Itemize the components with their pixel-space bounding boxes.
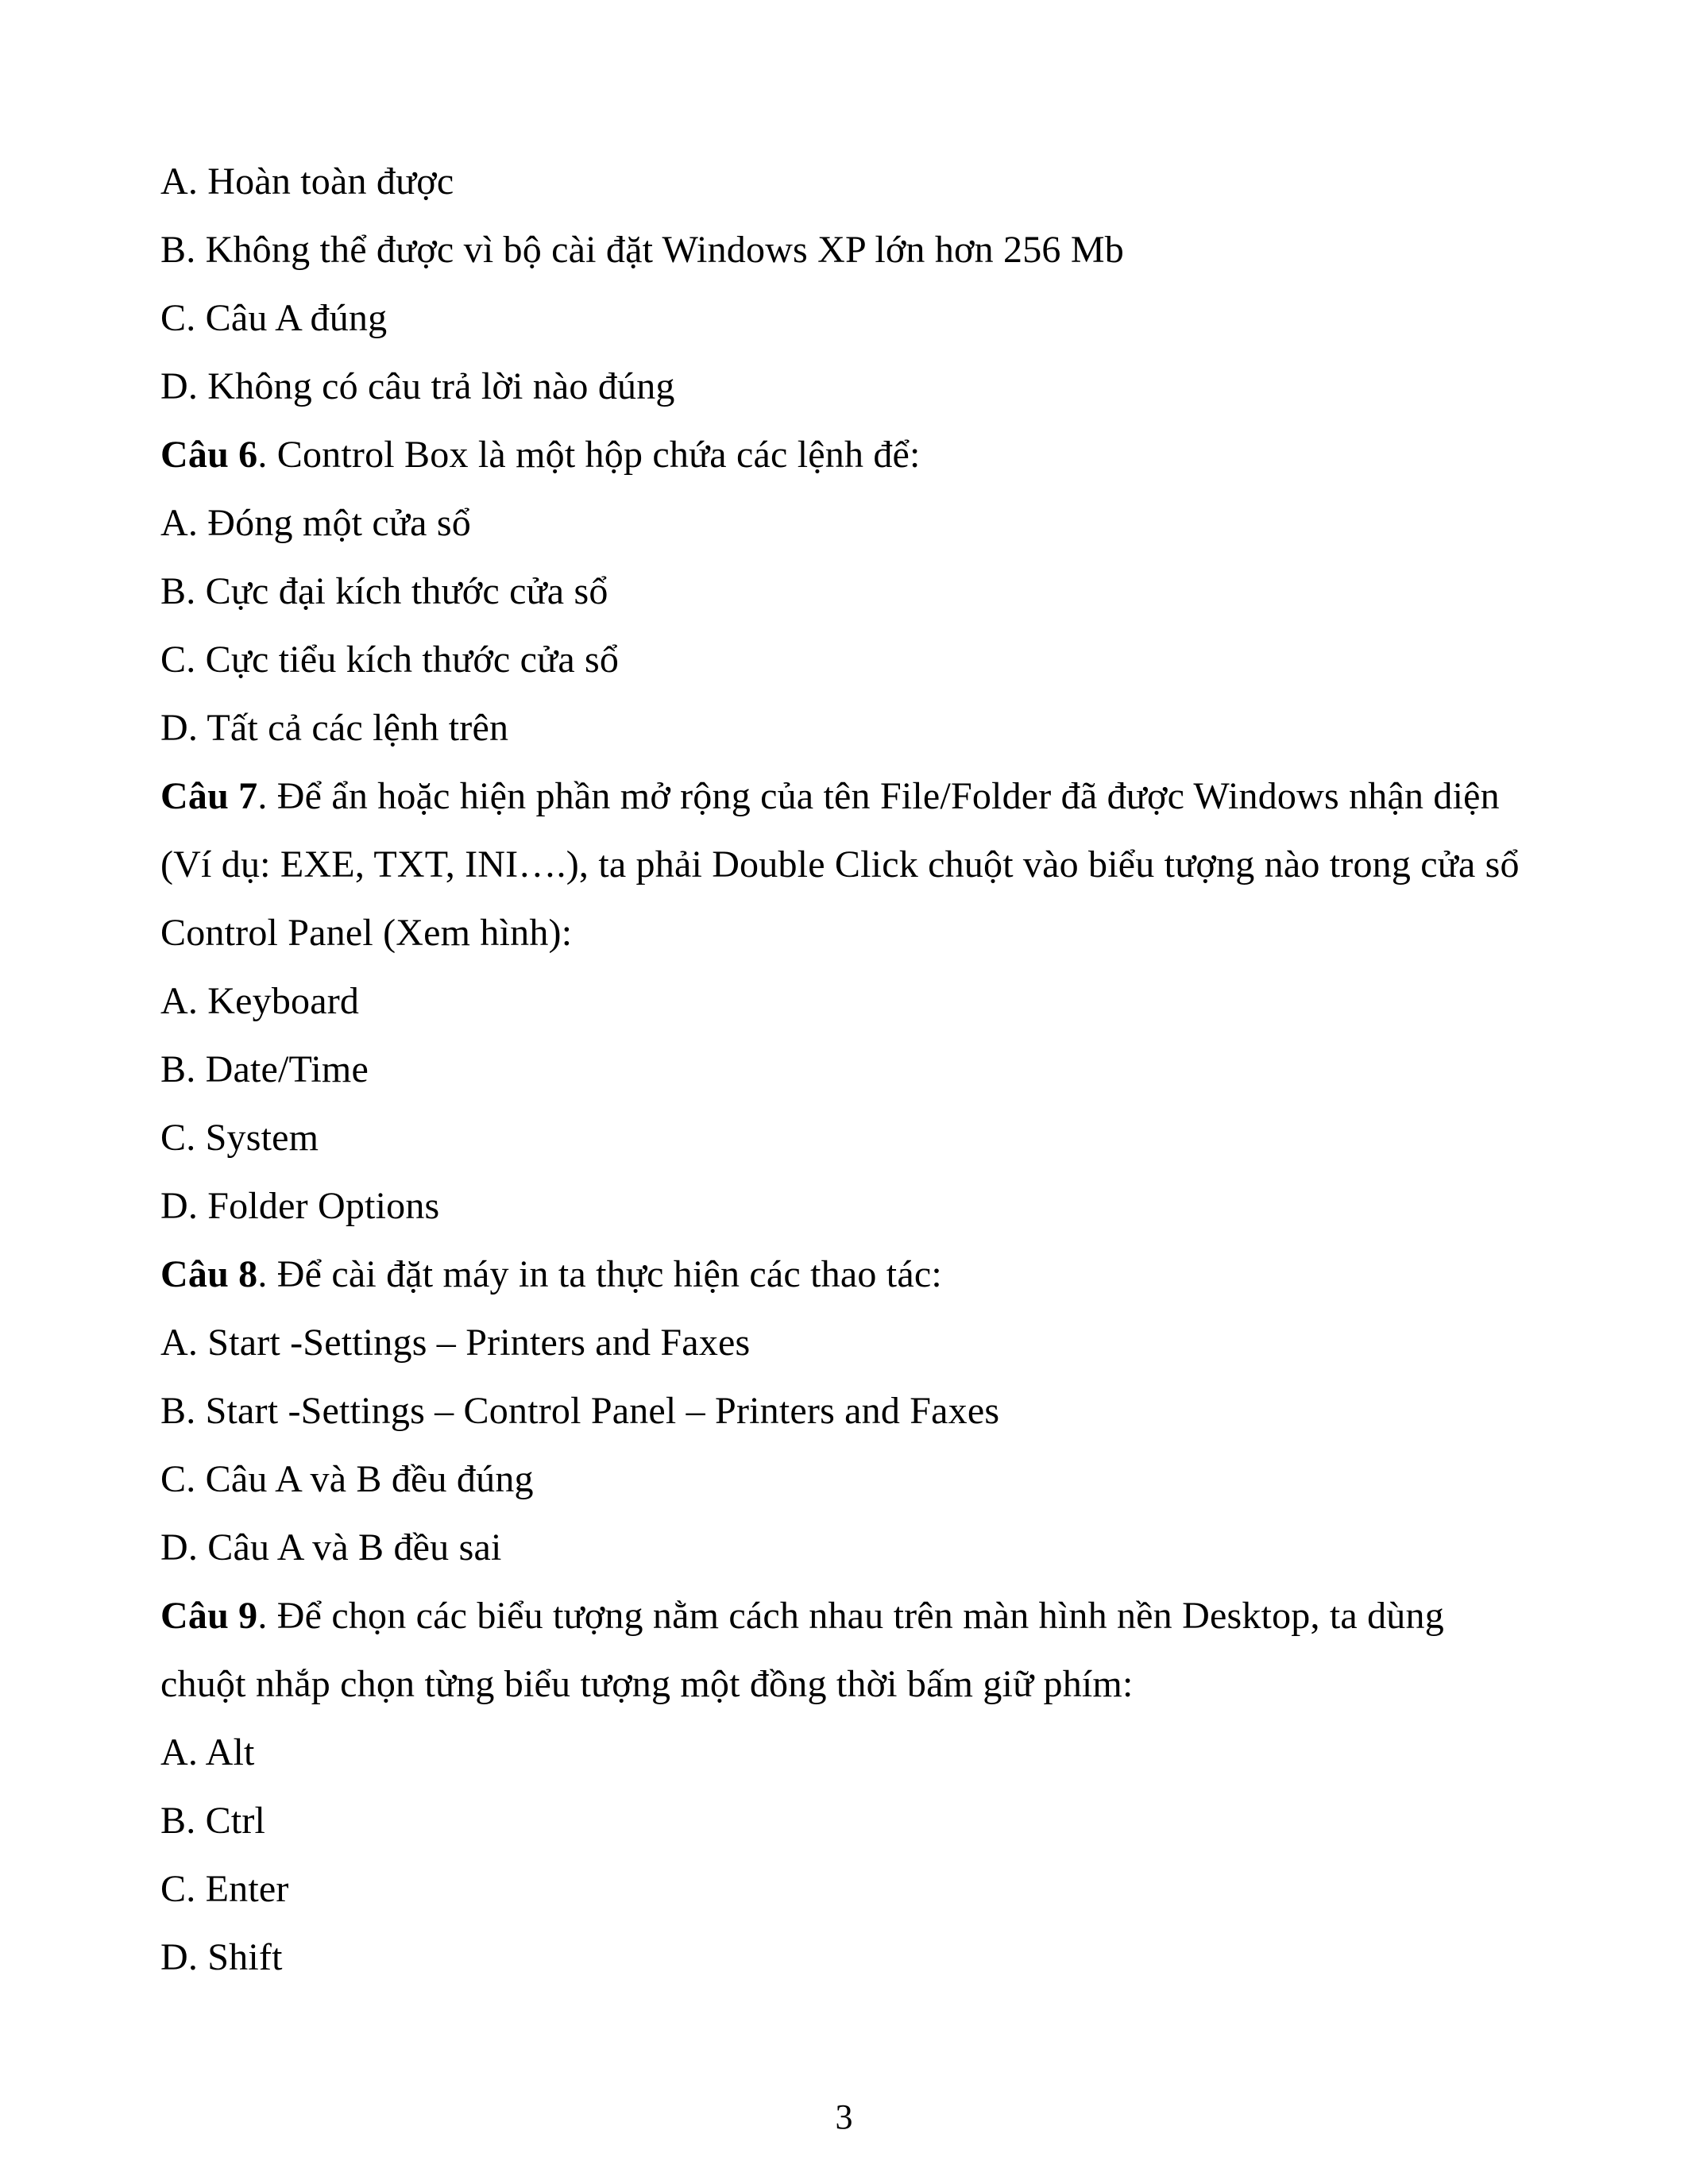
question-line: Câu 6. Control Box là một hộp chứa các lệnh để: — [160, 434, 921, 476]
text-line: A. Keyboard — [160, 980, 360, 1022]
page-number: 3 — [835, 2097, 853, 2136]
question-number: Câu 6 — [160, 434, 258, 476]
text-line: B. Cực đại kích thước cửa sổ — [160, 570, 608, 612]
text-line: B. Date/Time — [160, 1048, 369, 1090]
text-line: D. Folder Options — [160, 1185, 440, 1227]
text-line: A. Hoàn toàn được — [160, 160, 454, 203]
text-line: chuột nhắp chọn từng biểu tượng một đồng thời bấm giữ phím: — [160, 1663, 1134, 1705]
document-lines — [160, 148, 1561, 1992]
question-number: Câu 8 — [160, 1253, 258, 1295]
question-number: Câu 9 — [160, 1595, 258, 1637]
question-line: Câu 8. Để cài đặt máy in ta thực hiện các thao tác: — [160, 1253, 942, 1295]
text-line: A. Đóng một cửa sổ — [160, 502, 471, 544]
text-line: C. System — [160, 1117, 319, 1159]
text-line: D. Tất cả các lệnh trên — [160, 707, 509, 749]
text-line: B. Ctrl — [160, 1800, 266, 1842]
text-line: D. Shift — [160, 1936, 283, 1978]
question-number: Câu 7 — [160, 775, 258, 817]
text-line: B. Start -Settings – Control Panel – Printers and Faxes — [160, 1390, 1000, 1432]
text-line: D. Câu A và B đều sai — [160, 1526, 502, 1569]
text-line: C. Cực tiểu kích thước cửa sổ — [160, 639, 620, 681]
text-line: A. Start -Settings – Printers and Faxes — [160, 1322, 751, 1364]
text-line: C. Enter — [160, 1868, 289, 1910]
text-line: (Ví dụ: EXE, TXT, INI….), ta phải Double Click chuột vào biểu tượng nào trong cửa sổ — [160, 843, 1520, 886]
text-line: Control Panel (Xem hình): — [160, 912, 573, 954]
text-line: C. Câu A và B đều đúng — [160, 1458, 534, 1500]
question-line: Câu 7. Để ẩn hoặc hiện phần mở rộng của tên File/Folder đã được Windows nhận diện — [160, 775, 1500, 817]
text-line: B. Không thể được vì bộ cài đặt Windows XP lớn hơn 256 Mb — [160, 229, 1124, 271]
text-line: C. Câu A đúng — [160, 297, 388, 339]
text-line: A. Alt — [160, 1731, 255, 1773]
question-line: Câu 9. Để chọn các biểu tượng nằm cách nhau trên màn hình nền Desktop, ta dùng — [160, 1595, 1444, 1637]
text-line: D. Không có câu trả lời nào đúng — [160, 365, 675, 407]
